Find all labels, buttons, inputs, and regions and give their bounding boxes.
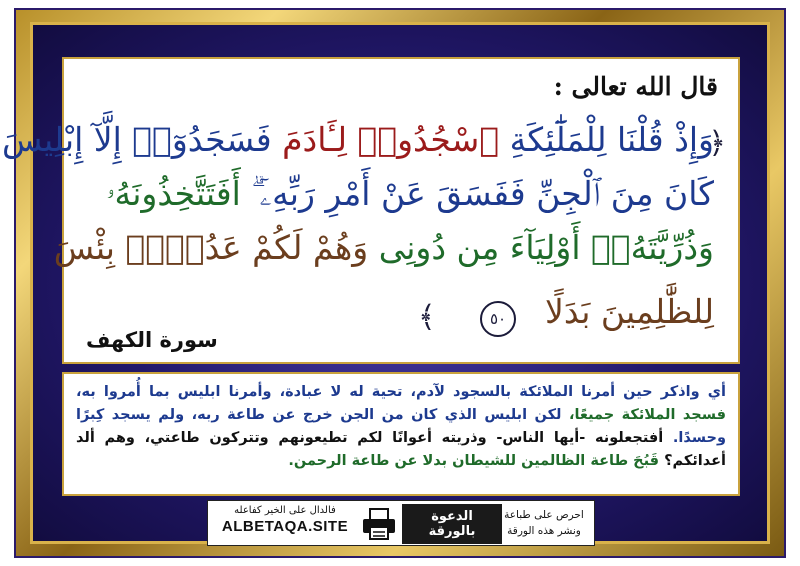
verse-segment: ٱسْجُدُوا۟ لِـَٔادَمَ: [282, 120, 500, 159]
verse-segment: لِلظَّٰلِمِينَ بَدَلًا: [545, 292, 714, 331]
verse-segment: وَإِذْ قُلْنَا لِلْمَلَٰٓئِكَةِ: [509, 120, 714, 159]
footer-slogan: فالدال على الخير كفاعله: [234, 505, 336, 516]
tafsir-segment: أفتجعلونه -أيها الناس- وذريته أعوانًا لكم تطيعونهم وتتركون طاعتي، وهم ألد أعدائكم؟: [76, 430, 726, 469]
ayah-number-marker: ٥٠: [480, 301, 516, 337]
cta-line: احرص على طباعة: [504, 509, 584, 521]
tafsir-segment: قَبُحَ طاعة الظالمين للشيطان بدلا عن طاعة الرحمن.: [288, 453, 660, 469]
verse-line-3: [53, 226, 714, 270]
dawa-logo: [402, 504, 502, 544]
intro-heading: قال الله تعالى :: [553, 72, 718, 101]
closing-bracket-ornament-icon: ﴾: [418, 300, 436, 335]
verse-segment: فَفَسَقَ عَنْ أَمْرِ رَبِّهِۦٓ ۗ: [251, 174, 526, 213]
printer-icon: [361, 507, 397, 541]
verse-segment: وَذُرِّيَّتَهُۥٓ أَوْلِيَآءَ مِن دُونِى: [378, 228, 714, 267]
tafsir-segment: فسجد الملائكة جميعًا،: [568, 407, 726, 423]
cta-line: ونشر هذه الورقة: [507, 525, 581, 537]
verse-line-2: [94, 172, 714, 216]
verse-segment: أَفَتَتَّخِذُونَهُۥ: [106, 174, 241, 213]
tafsir-panel: [62, 372, 740, 496]
verse-segment: فَسَجَدُوٓا۟ إِلَّآ إِبْلِيسَ: [1, 120, 272, 159]
site-link[interactable]: ALBETAQA.SITE: [221, 518, 349, 535]
tafsir-segment: لكن ابليس الذي كان من الجن خرج عن طاعة ربه، ولم يسجد كِبرًا وحسدًا.: [76, 407, 726, 446]
verse-line-1: [1, 118, 714, 162]
verse-segment: وَهُمْ لَكُمْ عَدُوٌّۢ بِئْسَ: [53, 228, 369, 267]
footer-call-to-action: [500, 507, 588, 539]
surah-name: سورة الكهف: [86, 328, 218, 352]
tafsir-segment: أي واذكر حين أمرنا الملائكة بالسجود لآدم، تحية له لا عبادة، وأمرنا ابليس بما أُمروا به،: [76, 384, 726, 400]
footer-bar: [207, 500, 595, 546]
footer-site-block: [214, 505, 356, 535]
opening-bracket-ornament-icon: ﴿: [708, 126, 726, 161]
verse-segment: كَانَ مِنَ ٱلْجِنِّ: [536, 174, 714, 213]
logo-line: بالورقة: [428, 524, 476, 539]
logo-line: الدعوة: [431, 509, 473, 524]
